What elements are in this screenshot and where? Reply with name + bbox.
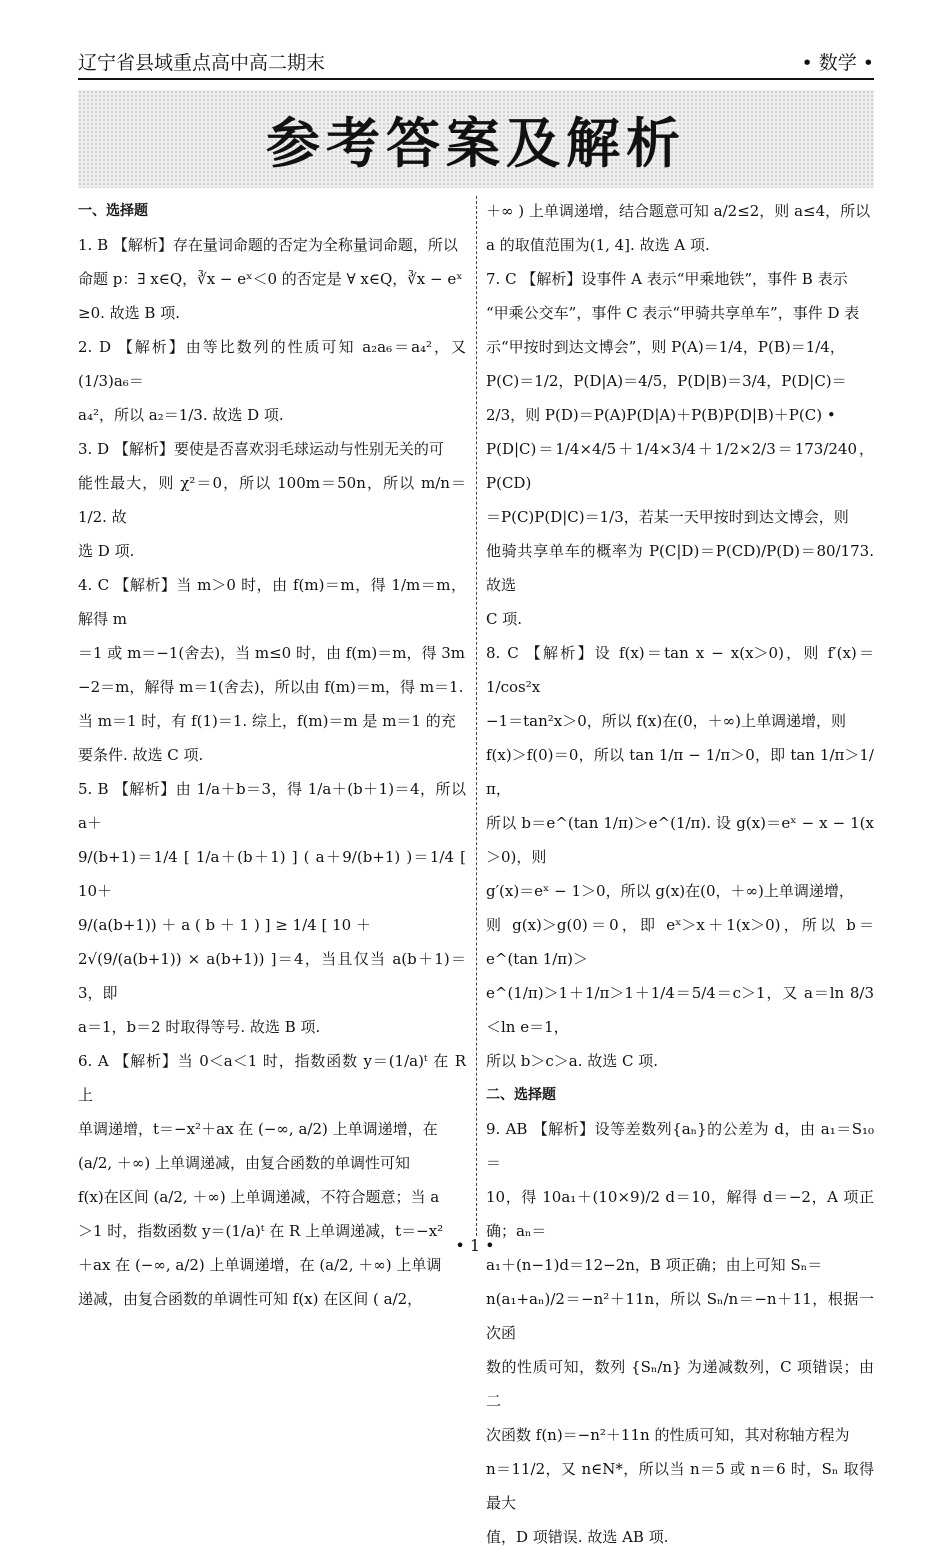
text-line: 9/(b+1)＝1/4 [ 1/a＋(b＋1) ] ( a＋9/(b+1) )＝1/4 [ 10＋: [78, 848, 466, 900]
answer-q1: [78, 228, 466, 330]
header-subject: • 数学 •: [801, 52, 874, 74]
text-line: 示“甲按时到达文博会”，则 P(A)＝1/4，P(B)＝1/4，: [486, 338, 845, 356]
title-banner: [78, 90, 874, 188]
text-line: 次函数 f(n)＝−n²＋11n 的性质可知，其对称轴方程为: [486, 1426, 850, 1444]
text-line: 要条件. 故选 C 项.: [78, 746, 204, 764]
text-line: a＝1，b＝2 时取得等号. 故选 B 项.: [78, 1018, 321, 1036]
answer-q6: [78, 1044, 466, 1316]
text-line: 4. C 【解析】当 m＞0 时，由 f(m)＝m，得 1/m＝m，解得 m: [78, 576, 466, 628]
page-title: 参考答案及解析: [266, 111, 686, 175]
text-line: 数的性质可知，数列 {Sₙ/n} 为递减数列，C 项错误；由二: [486, 1358, 874, 1410]
text-line: −2＝m，解得 m＝1(舍去)，所以由 f(m)＝m，得 m＝1.: [78, 678, 464, 696]
right-column: [486, 194, 874, 1554]
text-line: 9. AB 【解析】设等差数列{aₙ}的公差为 d，由 a₁＝S₁₀＝: [486, 1120, 874, 1172]
text-line: −1＝tan²x＞0，所以 f(x)在(0，＋∞)上单调递增，则: [486, 712, 846, 730]
text-line: (a/2, ＋∞) 上单调递减，由复合函数的单调性可知: [78, 1154, 411, 1172]
answer-q7: [486, 262, 874, 636]
text-line: 能性最大，则 χ²＝0，所以 100m＝50n，所以 m/n＝1/2. 故: [78, 474, 466, 526]
text-line: P(C)＝1/2，P(D|A)＝4/5，P(D|B)＝3/4，P(D|C)＝: [486, 372, 847, 390]
text-line: 8. C 【解析】设 f(x)＝tan x − x(x＞0)，则 f′(x)＝1/cos²x: [486, 644, 874, 696]
column-divider: [476, 196, 477, 1236]
section-heading-2: 二、选择题: [486, 1087, 556, 1103]
text-line: 2/3，则 P(D)＝P(A)P(D|A)＋P(B)P(D|B)＋P(C) •: [486, 406, 836, 424]
text-line: e^(1/π)＞1＋1/π＞1＋1/4＝5/4＝c＞1，又 a＝ln 8/3＜ln e＝1，: [486, 984, 874, 1036]
text-line: P(D|C)＝1/4×4/5＋1/4×3/4＋1/2×2/3＝173/240，P(CD): [486, 440, 874, 492]
text-line: n＝11/2，又 n∈N*，所以当 n＝5 或 n＝6 时，Sₙ 取得最大: [486, 1460, 874, 1512]
answer-q2: [78, 330, 466, 432]
answer-q3: [78, 432, 466, 568]
text-line: 3. D 【解析】要使是否喜欢羽毛球运动与性别无关的可: [78, 440, 444, 458]
text-line: ＝1 或 m＝−1(舍去)，当 m≤0 时，由 f(m)＝m，得 3m: [78, 644, 465, 662]
text-line: 单调递增，t＝−x²＋ax 在 (−∞, a/2) 上单调递增，在: [78, 1120, 438, 1138]
answer-q9: [486, 1112, 874, 1554]
answer-q4: [78, 568, 466, 772]
text-line: 1. B 【解析】存在量词命题的否定为全称量词命题，所以: [78, 236, 458, 254]
text-line: 选 D 项.: [78, 542, 135, 560]
text-line: 10，得 10a₁＋(10×9)/2 d＝10，解得 d＝−2，A 项正确；aₙ＝: [486, 1188, 874, 1240]
text-line: 他骑共享单车的概率为 P(C|D)＝P(CD)/P(D)＝80/173. 故选: [486, 542, 874, 594]
text-line: 6. A 【解析】当 0＜a＜1 时，指数函数 y＝(1/a)ᵗ 在 R 上: [78, 1052, 466, 1104]
page-number: • 1 •: [455, 1236, 495, 1255]
answer-q6-continued: [486, 194, 874, 262]
text-line: 递减，由复合函数的单调性可知 f(x) 在区间 ( a/2，: [78, 1290, 423, 1308]
text-line: “甲乘公交车”，事件 C 表示“甲骑共享单车”，事件 D 表: [486, 304, 860, 322]
text-line: 当 m＝1 时，有 f(1)＝1. 综上，f(m)＝m 是 m＝1 的充: [78, 712, 456, 730]
text-line: ＋ax 在 (−∞, a/2) 上单调递增，在 (a/2, ＋∞) 上单调: [78, 1256, 442, 1274]
answer-q8: [486, 636, 874, 1078]
page-header: [78, 50, 874, 80]
text-line: C 项.: [486, 610, 523, 628]
text-line: g′(x)＝eˣ − 1＞0，所以 g(x)在(0，＋∞)上单调递增，: [486, 882, 854, 900]
text-line: f(x)在区间 (a/2, ＋∞) 上单调递减，不符合题意；当 a: [78, 1188, 440, 1206]
text-line: 所以 b＝e^(tan 1/π)＞e^(1/π). 设 g(x)＝eˣ − x − 1(x＞0)，则: [486, 814, 874, 866]
text-line: a₁＋(n−1)d＝12−2n，B 项正确；由上可知 Sₙ＝: [486, 1256, 823, 1274]
text-line: 命题 p：∃ x∈Q，∛x − eˣ＜0 的否定是 ∀ x∈Q，∛x − eˣ: [78, 270, 463, 288]
text-line: ＋∞ ) 上单调递增，结合题意可知 a/2≤2，则 a≤4，所以: [486, 202, 871, 220]
text-line: 2√(9/(a(b+1)) × a(b+1)) ]＝4，当且仅当 a(b＋1)＝3，即: [78, 950, 466, 1002]
text-line: f(x)＞f(0)＝0，所以 tan 1/π − 1/π＞0，即 tan 1/π＞1/π，: [486, 746, 874, 798]
text-line: a 的取值范围为(1, 4]. 故选 A 项.: [486, 236, 710, 254]
text-line: 7. C 【解析】设事件 A 表示“甲乘地铁”，事件 B 表示: [486, 270, 848, 288]
text-line: a₄²，所以 a₂＝1/3. 故选 D 项.: [78, 406, 284, 424]
text-line: 则 g(x)＞g(0)＝0，即 eˣ＞x＋1(x＞0)，所以 b＝e^(tan 1/π)＞: [486, 916, 874, 968]
text-line: 9/(a(b+1)) ＋ a ( b ＋ 1 ) ] ≥ 1/4 [ 10 ＋: [78, 916, 371, 934]
text-line: 值，D 项错误. 故选 AB 项.: [486, 1528, 669, 1546]
text-line: n(a₁+aₙ)/2＝−n²＋11n，所以 Sₙ/n＝−n＋11，根据一次函: [486, 1290, 874, 1342]
section-heading-1: 一、选择题: [78, 203, 148, 219]
text-line: 所以 b＞c＞a. 故选 C 项.: [486, 1052, 659, 1070]
text-line: 5. B 【解析】由 1/a＋b＝3，得 1/a＋(b＋1)＝4，所以 a＋: [78, 780, 466, 832]
text-line: ≥0. 故选 B 项.: [78, 304, 180, 322]
header-exam-title: 辽宁省县域重点高中高二期末: [78, 52, 326, 74]
text-line: 2. D 【解析】由等比数列的性质可知 a₂a₆＝a₄²，又 (1/3)a₆＝: [78, 338, 466, 390]
left-column: [78, 194, 466, 1316]
text-line: ＞1 时，指数函数 y＝(1/a)ᵗ 在 R 上单调递减，t＝−x²: [78, 1222, 444, 1240]
answer-q5: [78, 772, 466, 1044]
text-line: ＝P(C)P(D|C)＝1/3，若某一天甲按时到达文博会，则: [486, 508, 849, 526]
